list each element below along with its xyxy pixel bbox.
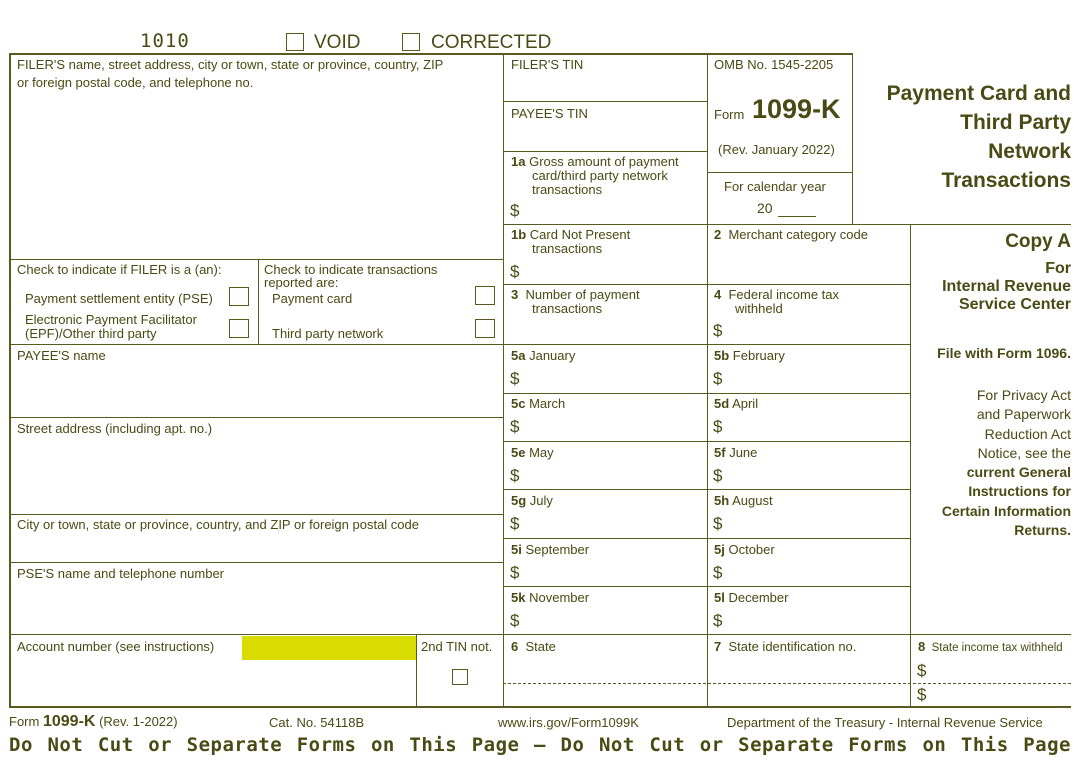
box-2-input[interactable] (712, 246, 906, 282)
account-highlight-field[interactable] (242, 636, 416, 660)
box-5j-input[interactable] (728, 562, 906, 584)
divider-h-259 (9, 259, 503, 260)
box-5a-input[interactable] (525, 368, 703, 390)
filer-name-label-2: or foreign postal code, and telephone no. (17, 75, 254, 90)
footer-form (9, 715, 178, 729)
box-5f-dollar: $ (713, 466, 723, 485)
box-5l-label: 5l December (714, 590, 789, 605)
box-5g-input[interactable] (525, 513, 703, 535)
box-5g-dollar: $ (510, 514, 520, 533)
second-tin-label: 2nd TIN not. (421, 639, 493, 654)
box-5h-input[interactable] (728, 513, 906, 535)
box-8-input-1[interactable] (932, 660, 1068, 681)
box-4-input[interactable] (728, 320, 906, 342)
box-5d-input[interactable] (728, 416, 906, 438)
box-6-label: 6 State (511, 639, 556, 654)
corrected-label: CORRECTED (431, 32, 552, 53)
footer-cat: Cat. No. 54118B (269, 715, 365, 730)
box-5c-dollar: $ (510, 417, 520, 436)
box-4-label: 4 Federal income tax (714, 287, 840, 302)
payment-card-label: Payment card (272, 291, 353, 306)
box-6-input-2[interactable] (508, 685, 704, 704)
title-line-1: Payment Card and (886, 82, 1071, 105)
box-5i-dollar: $ (510, 563, 520, 582)
divider-v-852 (852, 53, 853, 224)
check-txn-label-2: reported are: (264, 275, 339, 290)
copy-a: Copy A (1005, 231, 1071, 252)
box-5k-input[interactable] (525, 610, 703, 632)
divider-h-284 (503, 284, 910, 285)
divider-v-707 (707, 53, 708, 708)
divider-h-441 (503, 441, 910, 442)
divider-h-538 (503, 538, 910, 539)
footer-url: www.irs.gov/Form1099K (498, 715, 639, 730)
pse-label: Payment settlement entity (PSE) (25, 291, 213, 306)
box-8-dollar-2: $ (917, 685, 927, 704)
year-prefix: 20 (757, 200, 773, 216)
form-number: 1099-K (752, 94, 841, 124)
filer-tin-label: FILER'S TIN (511, 57, 584, 72)
city-label: City or town, state or province, country, and ZIP or foreign postal code (17, 517, 419, 532)
box-5h-dollar: $ (713, 514, 723, 533)
epf-label-1: Electronic Payment Facilitator (25, 312, 197, 327)
divider-h-172 (707, 172, 852, 173)
divider-v-416 (416, 634, 417, 708)
check-txn-label-1: Check to indicate transactions (264, 262, 438, 277)
account-label: Account number (see instructions) (17, 639, 215, 654)
privacy-line-2: and Paperwork (976, 406, 1071, 423)
box-5f-label: 5f June (714, 445, 758, 460)
divider-h-489 (503, 489, 910, 490)
form-left-border (9, 53, 11, 708)
divider-h-514 (9, 514, 503, 515)
divider-h-586 (503, 586, 910, 587)
payee-name-label: PAYEE'S name (17, 348, 106, 363)
box-5j-label: 5j October (714, 542, 775, 557)
title-line-3: Network (988, 140, 1071, 163)
form-word: Form (714, 107, 745, 122)
calendar-year-label: For calendar year (724, 179, 826, 194)
title-line-4: Transactions (941, 169, 1071, 192)
epf-label-2: (EPF)/Other third party (25, 326, 157, 341)
check-filer-label: Check to indicate if FILER is a (an): (17, 262, 222, 277)
payee-name-input[interactable] (14, 366, 500, 414)
pse-name-label: PSE'S name and telephone number (17, 566, 225, 581)
box-5l-dollar: $ (713, 611, 723, 630)
divider-v-910 (910, 224, 911, 708)
privacy-line-1: For Privacy Act (976, 387, 1071, 403)
box-5f-input[interactable] (728, 465, 906, 487)
box-1b-label: 1b Card Not Present (511, 227, 631, 242)
privacy-line-8: Returns. (1014, 522, 1071, 539)
box-7-label: 7 State identification no. (714, 639, 857, 654)
divider-h-151 (503, 151, 707, 152)
footer-form-word: Form (9, 714, 40, 729)
box-7-input-2[interactable] (711, 685, 907, 704)
street-input[interactable] (14, 440, 500, 511)
box-5b-input[interactable] (728, 368, 906, 390)
third-party-network-label: Third party network (272, 326, 384, 341)
box-3-input[interactable] (510, 318, 704, 342)
void-label: VOID (314, 32, 361, 53)
box-1a-label: 1a Gross amount of payment (511, 154, 679, 169)
third-party-network-checkbox[interactable] (475, 319, 495, 338)
epf-checkbox[interactable] (229, 319, 249, 338)
divider-h-562 (9, 562, 503, 563)
box-1a-dollar: $ (510, 201, 520, 220)
form-code: 1010 (140, 30, 190, 52)
divider-h-417 (9, 417, 503, 418)
footer-rev: (Rev. 1-2022) (99, 714, 178, 729)
box-5b-label: 5b February (714, 348, 785, 363)
box-5i-input[interactable] (525, 562, 703, 584)
box-5c-input[interactable] (525, 416, 703, 438)
box-1a-input[interactable] (525, 200, 703, 222)
box-1b-input[interactable] (525, 260, 703, 282)
account-input[interactable] (14, 662, 412, 704)
box-5k-dollar: $ (510, 611, 520, 630)
box-1a-label-3: transactions (532, 182, 603, 197)
box-5d-label: 5d April (714, 396, 759, 411)
copy-irs-2: Service Center (958, 296, 1071, 313)
form-bottom-border (9, 706, 1071, 708)
divider-h-634 (9, 634, 1071, 635)
do-not-cut-warning: Do Not Cut or Separate Forms on This Page — Do Not Cut or Separate Forms on This Page (9, 734, 1071, 756)
box-5e-dollar: $ (510, 466, 520, 485)
box-5h-label: 5h August (714, 493, 773, 508)
street-label: Street address (including apt. no.) (17, 421, 213, 436)
payee-tin-label: PAYEE'S TIN (511, 106, 588, 121)
box-5i-label: 5i September (511, 542, 590, 557)
box-8-label: 8 State income tax withheld (918, 639, 1063, 654)
form-top-border (9, 53, 853, 55)
box-7-input-1[interactable] (711, 656, 907, 681)
divider-h-393 (503, 393, 910, 394)
box-1a-label-2: card/third party network (532, 168, 668, 183)
box-4-label-2: withheld (735, 301, 783, 316)
divider-h-344 (9, 344, 910, 345)
pse-checkbox[interactable] (229, 287, 249, 306)
copy-for: For (1045, 260, 1071, 277)
box-5a-dollar: $ (510, 369, 520, 388)
filer-name-label-1: FILER'S name, street address, city or town, state or province, country, ZIP (17, 57, 444, 72)
privacy-notice (942, 386, 1071, 540)
box-5g-label: 5g July (511, 493, 553, 508)
box-8-input-2[interactable] (932, 685, 1068, 704)
box-5l-input[interactable] (728, 610, 906, 632)
box-5a-label: 5a January (511, 348, 576, 363)
title-line-2: Third Party (960, 111, 1071, 134)
privacy-line-5: current General (966, 464, 1071, 481)
corrected-checkbox[interactable] (402, 33, 420, 51)
box-5j-dollar: $ (713, 563, 723, 582)
divider-h-224 (503, 224, 1071, 225)
box-5c-label: 5c March (511, 396, 566, 411)
box-5e-input[interactable] (525, 465, 703, 487)
box-5b-dollar: $ (713, 369, 723, 388)
box-6-input-1[interactable] (508, 656, 704, 681)
box-3-label-2: transactions (532, 301, 603, 316)
dashed-line-state (503, 683, 1071, 684)
second-tin-checkbox[interactable] (452, 669, 468, 685)
omb-number: OMB No. 1545-2205 (714, 57, 834, 72)
box-1b-dollar: $ (510, 262, 520, 281)
privacy-line-4: Notice, see the (977, 444, 1071, 461)
footer-dept: Department of the Treasury - Internal Revenue Service (727, 715, 1043, 730)
footer-form-number: 1099-K (42, 713, 96, 730)
copy-irs-1: Internal Revenue (942, 278, 1071, 295)
box-5k-label: 5k November (511, 590, 590, 605)
divider-v-258 (258, 259, 259, 344)
city-input[interactable] (14, 536, 500, 560)
box-2-label: 2 Merchant category code (714, 227, 868, 242)
pse-name-input[interactable] (14, 584, 500, 632)
box-4-dollar: $ (713, 321, 723, 340)
box-5e-label: 5e May (511, 445, 554, 460)
box-3-label: 3 Number of payment (511, 287, 640, 302)
privacy-line-7: Certain Information (941, 502, 1071, 519)
file-with: File with Form 1096. (937, 345, 1071, 361)
box-5d-dollar: $ (713, 417, 723, 436)
revision: (Rev. January 2022) (718, 142, 835, 157)
privacy-line-6: Instructions for (968, 483, 1071, 500)
void-checkbox[interactable] (286, 33, 304, 51)
divider-h-101 (503, 101, 707, 102)
payment-card-checkbox[interactable] (475, 286, 495, 305)
privacy-line-3: Reduction Act (984, 425, 1071, 442)
box-8-dollar-1: $ (917, 661, 927, 680)
box-1b-label-2: transactions (532, 241, 603, 256)
year-blank-line (778, 216, 816, 217)
